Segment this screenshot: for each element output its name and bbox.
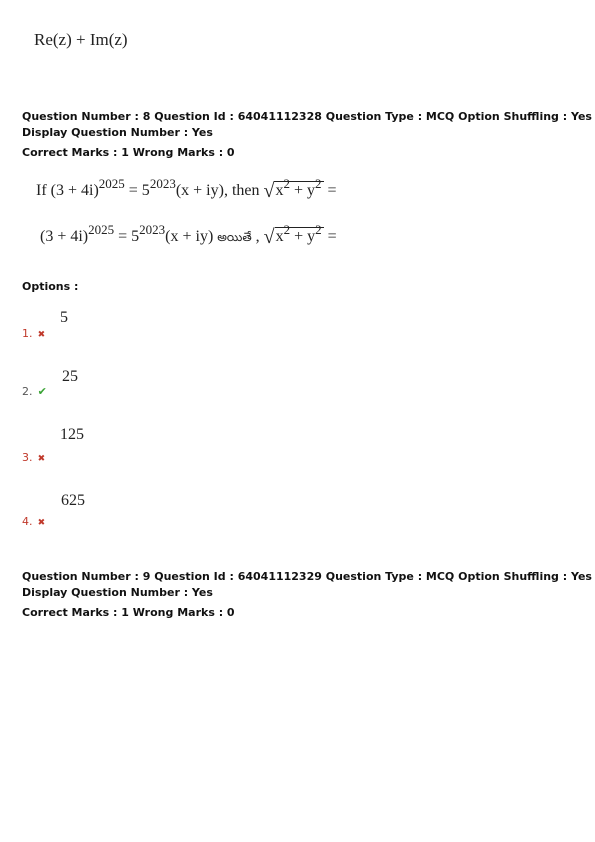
question-8-marks-line: Correct Marks : 1 Wrong Marks : 0 (22, 146, 235, 159)
radical-sign: √ (263, 180, 275, 202)
option-4-number: 4. (22, 515, 33, 528)
option-1-number: 1. (22, 327, 33, 340)
complex-base: (3 + 4i) (50, 182, 99, 199)
sqrt-plus-te: + (290, 228, 308, 245)
option-3-value: 125 (60, 426, 84, 443)
sqrt-y: y (307, 182, 315, 199)
cross-mark-icon: ✖ (37, 330, 46, 340)
exponent-2023: 2023 (149, 176, 176, 191)
cross-mark-icon: ✖ (37, 518, 46, 528)
sqrt-expression (263, 176, 323, 203)
option-4-value: 625 (61, 492, 85, 509)
question-8-display-line: Display Question Number : Yes (22, 126, 213, 139)
sqrt-x: x (275, 182, 284, 199)
question-8-meta-line: Question Number : 8 Question Id : 64041112328 Question Type : MCQ Option Shuffling : Yes (22, 110, 592, 123)
sqrt-y-te: y (307, 228, 316, 245)
sqrt-plus: + (289, 182, 307, 199)
rhs-expression-te: (x + iy) (165, 228, 218, 245)
exponent-2023-te: 2023 (139, 222, 166, 237)
question-9-header (22, 569, 592, 621)
option-3-marker (22, 446, 45, 465)
question-9-display-line: Display Question Number : Yes (22, 586, 213, 599)
sqrt-x-exp-te: 2 (283, 222, 291, 237)
complex-base-te: (3 + 4i) (40, 228, 89, 245)
option-3-number: 3. (22, 451, 33, 464)
exponent-2025-te: 2025 (88, 222, 115, 237)
radical-sign-te: √ (263, 226, 275, 248)
question-8-header (22, 109, 592, 161)
question-9-marks-line: Correct Marks : 1 Wrong Marks : 0 (22, 606, 235, 619)
sqrt-y-exp: 2 (315, 176, 322, 191)
sqrt-x-te: x (275, 228, 284, 245)
question-8-text-telugu (40, 222, 337, 249)
sqrt-expression-te (263, 222, 324, 249)
options-label: Options : (22, 280, 79, 293)
equals-tail: = (323, 182, 337, 199)
comma-te: , (251, 228, 264, 245)
check-mark-icon: ✔ (37, 385, 47, 398)
question-9-meta-line: Question Number : 9 Question Id : 64041112329 Question Type : MCQ Option Shuffling : Yes (22, 570, 592, 583)
rhs-expression: (x + iy), then (175, 182, 264, 199)
option-1-value: 5 (60, 309, 68, 326)
telugu-word: అయితే (217, 230, 252, 244)
cross-mark-icon: ✖ (37, 454, 46, 464)
option-2-number: 2. (22, 385, 33, 398)
option-4-marker (22, 510, 45, 529)
exponent-2025: 2025 (98, 176, 125, 191)
equals-tail-te: = (323, 228, 337, 245)
option-1-marker (22, 322, 45, 341)
equals-five: = 5 (124, 182, 150, 199)
equals-five-te: = 5 (114, 228, 140, 245)
sqrt-y-exp-te: 2 (315, 222, 322, 237)
option-2-value: 25 (62, 368, 78, 385)
sqrt-x-exp: 2 (283, 176, 290, 191)
previous-option-text: Re(z) + Im(z) (34, 30, 128, 49)
if-word: If (36, 182, 47, 199)
question-8-text-english (36, 176, 337, 203)
option-2-marker (22, 380, 47, 399)
